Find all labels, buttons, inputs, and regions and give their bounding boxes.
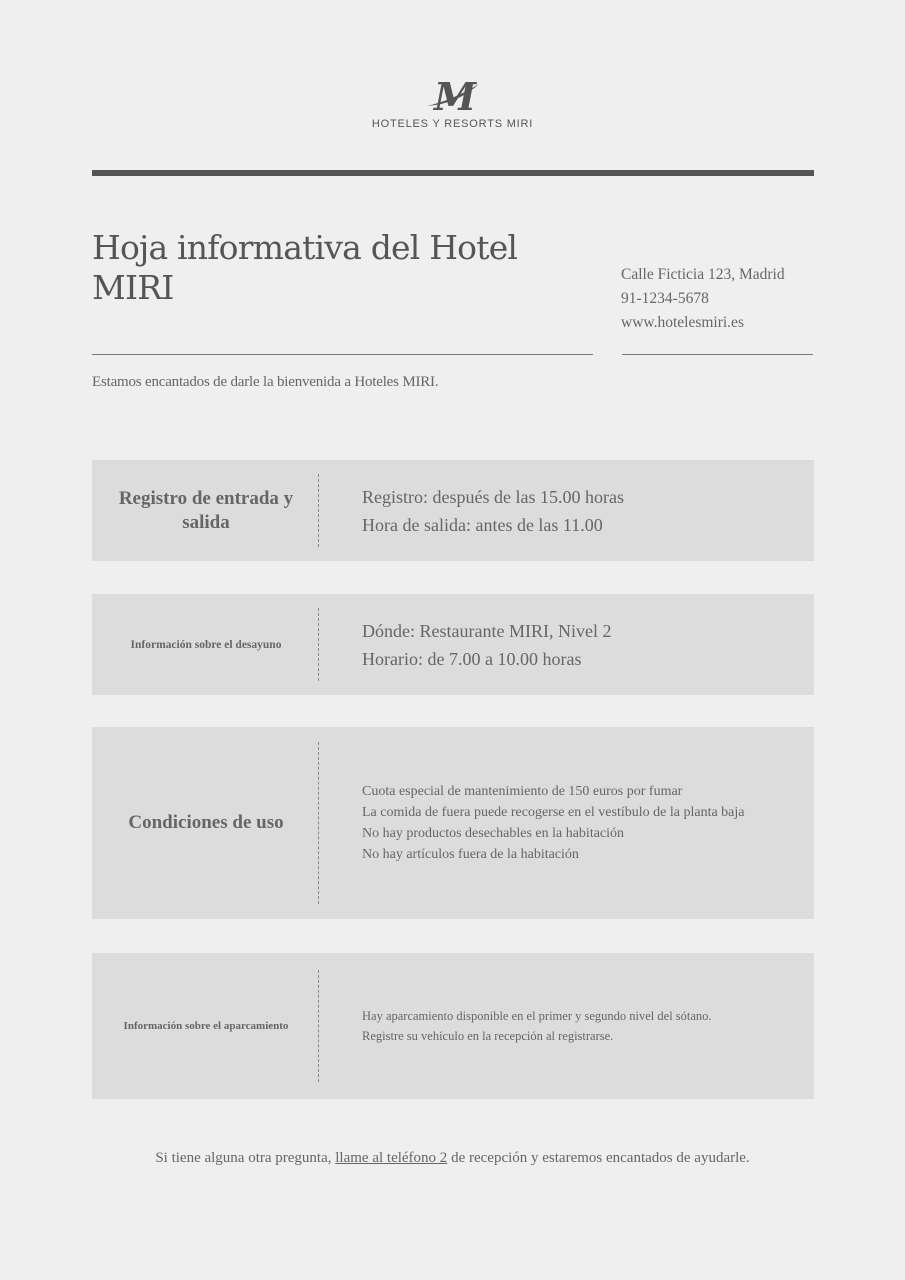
hotel-logo-icon [423, 76, 483, 114]
section-divider [318, 474, 319, 547]
logo-letter: M [433, 76, 476, 114]
section-body [362, 594, 794, 695]
top-divider [92, 170, 814, 176]
section-label [92, 460, 320, 561]
footer-note [0, 1150, 905, 1167]
section-divider [318, 970, 319, 1082]
reception-phone-link[interactable]: llame al teléfono 2 [335, 1150, 448, 1166]
section-line: Hora de salida: antes de las 11.00 [362, 514, 603, 535]
section-label [92, 953, 320, 1099]
section-divider [318, 608, 319, 681]
brand-header [0, 76, 905, 130]
section-checkin [92, 460, 814, 561]
page-title: Hoja informativa del Hotel MIRI [92, 228, 518, 307]
section-line: No hay productos desechables en la habitación [362, 826, 625, 841]
section-label-text: Información sobre el desayuno [130, 638, 282, 651]
section-line: No hay artículos fuera de la habitación [362, 847, 579, 862]
phone-text: 91-1234-5678 [621, 290, 709, 307]
welcome-text: Estamos encantados de darle la bienvenida a Hoteles MIRI. [92, 374, 439, 390]
section-terms [92, 727, 814, 919]
section-label-text: Información sobre el aparcamiento [123, 1020, 289, 1032]
section-breakfast [92, 594, 814, 695]
address-text: Calle Ficticia 123, Madrid [621, 266, 785, 283]
section-line: Horario: de 7.00 a 10.00 horas [362, 648, 582, 669]
section-label-text: Condiciones de uso [128, 812, 284, 833]
section-divider [318, 742, 319, 904]
section-label [92, 727, 320, 919]
section-line: Cuota especial de mantenimiento de 150 euros por fumar [362, 784, 683, 799]
section-label [92, 594, 320, 695]
section-body [362, 460, 794, 561]
footer-text-before: Si tiene alguna otra pregunta, [155, 1150, 332, 1166]
contact-divider [622, 354, 813, 355]
section-body [362, 727, 794, 919]
section-body [362, 953, 794, 1099]
title-divider [92, 354, 593, 355]
footer-text-after: de recepción y estaremos encantados de ayudarle. [451, 1150, 750, 1166]
section-line: La comida de fuera puede recogerse en el vestíbulo de la planta baja [362, 805, 745, 820]
section-line: Registro: después de las 15.00 horas [362, 486, 624, 507]
section-line: Dónde: Restaurante MIRI, Nivel 2 [362, 620, 612, 641]
website-link[interactable]: www.hotelesmiri.es [621, 314, 744, 331]
section-parking [92, 953, 814, 1099]
contact-block [621, 263, 785, 335]
section-line: Hay aparcamiento disponible en el primer y segundo nivel del sótano. [362, 1009, 712, 1023]
section-line: Registre su vehículo en la recepción al registrarse. [362, 1029, 614, 1043]
section-label-text: Registro de entrada y salida [118, 487, 294, 533]
brand-name: HOTELES Y RESORTS MIRI [371, 118, 534, 130]
